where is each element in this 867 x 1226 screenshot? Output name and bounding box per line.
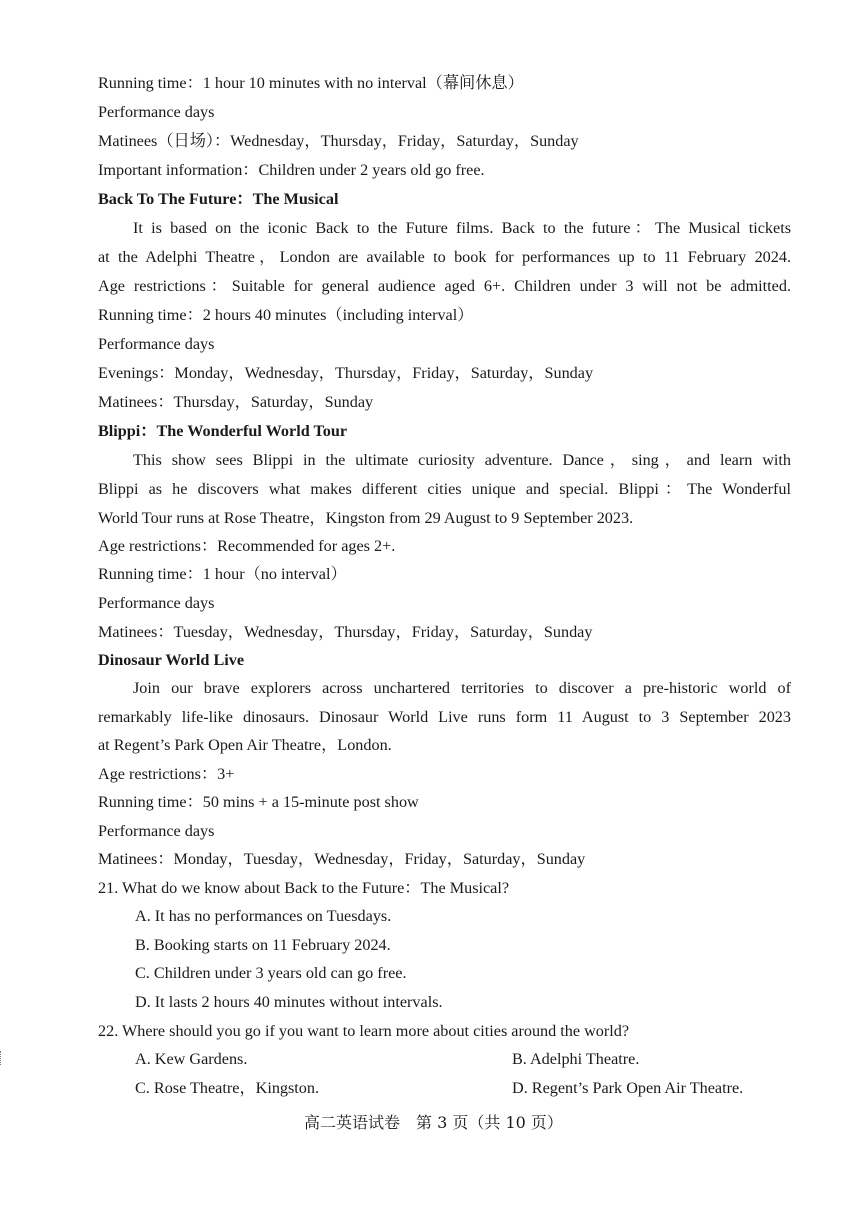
btf-desc-line-1: It is based on the iconic Back to the Future films. Back to the future：The Musical tickets	[133, 219, 791, 237]
question-21-option-c: C. Children under 3 years old can go free.	[135, 964, 407, 982]
btf-matinees: Matinees：Thursday，Saturday，Sunday	[98, 393, 374, 411]
blippi-performance-days: Performance days	[98, 594, 215, 612]
dino-age-restrictions: Age restrictions：3+	[98, 765, 235, 783]
question-21-stem: 21. What do we know about Back to the Future：The Musical?	[98, 879, 510, 897]
intro-performance-days: Performance days	[98, 103, 215, 121]
question-21-option-b: B. Booking starts on 11 February 2024.	[135, 936, 391, 954]
binding-margin-mark	[0, 1051, 4, 1065]
btf-evenings: Evenings：Monday，Wednesday，Thursday，Friday，Saturday，Sunday	[98, 364, 594, 382]
question-22-stem: 22. Where should you go if you want to learn more about cities around the world?	[98, 1022, 630, 1040]
question-21-option-d: D. It lasts 2 hours 40 minutes without intervals.	[135, 993, 443, 1011]
intro-matinees: Matinees（日场）：Wednesday，Thursday，Friday，Saturday，Sunday	[98, 132, 579, 150]
intro-important-info: Important information：Children under 2 years old go free.	[98, 161, 485, 179]
section-title-back-to-the-future: Back To The Future：The Musical	[98, 190, 339, 208]
question-21-option-a: A. It has no performances on Tuesdays.	[135, 907, 392, 925]
blippi-running-time: Running time：1 hour（no interval）	[98, 565, 347, 583]
question-22-option-c: C. Rose Theatre，Kingston.	[135, 1079, 320, 1097]
dino-desc-line-3: at Regent’s Park Open Air Theatre，London.	[98, 736, 392, 754]
dino-desc-line-2: remarkably life-like dinosaurs. Dinosaur World Live runs form 11 August to 3 September 2023	[98, 708, 791, 726]
section-title-dinosaur: Dinosaur World Live	[98, 651, 245, 669]
btf-desc-line-2: at the Adelphi Theatre，London are available to book for performances up to 11 February 2024.	[98, 248, 791, 266]
blippi-desc-line-1: This show sees Blippi in the ultimate curiosity adventure. Dance，sing，and learn with	[133, 451, 791, 469]
dino-performance-days: Performance days	[98, 822, 215, 840]
blippi-desc-line-3: World Tour runs at Rose Theatre，Kingston from 29 August to 9 September 2023.	[98, 509, 634, 527]
btf-performance-days: Performance days	[98, 335, 215, 353]
question-22-option-d: D. Regent’s Park Open Air Theatre.	[512, 1079, 744, 1097]
question-22-option-a: A. Kew Gardens.	[135, 1050, 248, 1068]
intro-running-time: Running time：1 hour 10 minutes with no interval（幕间休息）	[98, 74, 524, 92]
btf-running-time: Running time：2 hours 40 minutes（including interval）	[98, 306, 474, 324]
dino-matinees: Matinees：Monday，Tuesday，Wednesday，Friday，Saturday，Sunday	[98, 850, 586, 868]
blippi-desc-line-2: Blippi as he discovers what makes different cities unique and special. Blippi：The Wonderful	[98, 480, 791, 498]
question-22-option-b: B. Adelphi Theatre.	[512, 1050, 640, 1068]
blippi-matinees: Matinees：Tuesday，Wednesday，Thursday，Friday，Saturday，Sunday	[98, 623, 593, 641]
btf-age-restrictions: Age restrictions：Suitable for general audience aged 6+. Children under 3 will not be admitted.	[98, 277, 791, 295]
dino-running-time: Running time：50 mins + a 15-minute post show	[98, 793, 419, 811]
blippi-age-restrictions: Age restrictions：Recommended for ages 2+.	[98, 537, 396, 555]
page-footer: 高二英语试卷 第 3 页（共 10 页）	[304, 1113, 563, 1132]
section-title-blippi: Blippi：The Wonderful World Tour	[98, 422, 348, 440]
dino-desc-line-1: Join our brave explorers across unchartered territories to discover a pre-historic world of	[133, 679, 791, 697]
